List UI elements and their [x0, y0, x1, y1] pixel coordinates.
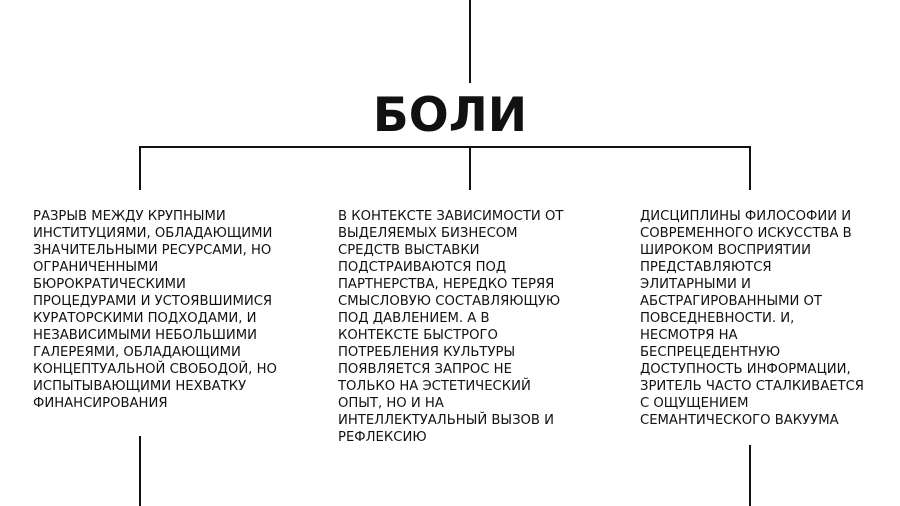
diagram-title: БОЛИ [372, 88, 528, 143]
pain-point-middle-text: В КОНТЕКСТЕ ЗАВИСИМОСТИ ОТ ВЫДЕЛЯЕМЫХ БИЗНЕСОМ СРЕДСТВ ВЫСТАВКИ ПОДСТРАИВАЮТСЯ ПОД ПАРТНЕРСТВА, НЕРЕДКО ТЕРЯЯ СМЫСЛОВУЮ СОСТАВЛЯЮЩУЮ ПОД ДАВЛЕНИЕМ. А В КОНТЕКСТЕ БЫСТРОГО ПОТРЕБЛЕНИЯ КУЛЬТУРЫ ПОЯВЛЯЕТСЯ ЗАПРОС НЕ ТОЛЬКО НА ЭСТЕТИЧЕСКИЙ ОПЫТ, НО И НА ИНТЕЛЛЕКТУАЛЬНЫЙ ВЫЗОВ И РЕФЛЕКСИЮ [338, 209, 564, 445]
horizontal-connector-line [139, 146, 751, 148]
pain-point-right-text: ДИСЦИПЛИНЫ ФИЛОСОФИИ И СОВРЕМЕННОГО ИСКУССТВА В ШИРОКОМ ВОСПРИЯТИИ ПРЕДСТАВЛЯЮТСЯ ЭЛИТАРНЫМИ И АБСТРАГИРОВАННЫМИ ОТ ПОВСЕДНЕВНОСТИ. И, НЕСМОТРЯ НА БЕСПРЕЦЕДЕНТНУЮ ДОСТУПНОСТЬ ИНФОРМАЦИИ, ЗРИТЕЛЬ ЧАСТО СТАЛКИВАЕТСЯ С ОЩУЩЕНИЕМ СЕМАНТИЧЕСКОГО ВАКУУМА [640, 209, 864, 428]
right-branch-line [749, 146, 751, 190]
left-branch-line [139, 146, 141, 190]
left-bottom-line [139, 436, 141, 506]
top-connector-line [469, 0, 471, 83]
pain-point-left-text: РАЗРЫВ МЕЖДУ КРУПНЫМИ ИНСТИТУЦИЯМИ, ОБЛАДАЮЩИМИ ЗНАЧИТЕЛЬНЫМИ РЕСУРСАМИ, НО ОГРАНИЧЕННЫМИ БЮРОКРАТИЧЕСКИМИ ПРОЦЕДУРАМИ И УСТОЯВШИМИСЯ КУРАТОРСКИМИ ПОДХОДАМИ, И НЕЗАВИСИМЫМИ НЕБОЛЬШИМИ ГАЛЕРЕЯМИ, ОБЛАДАЮЩИМИ КОНЦЕПТУАЛЬНОЙ СВОБОДОЙ, НО ИСПЫТЫВАЮЩИМИ НЕХВАТКУ ФИНАНСИРОВАНИЯ [33, 209, 277, 411]
middle-branch-line [469, 146, 471, 190]
right-bottom-line [749, 445, 751, 506]
